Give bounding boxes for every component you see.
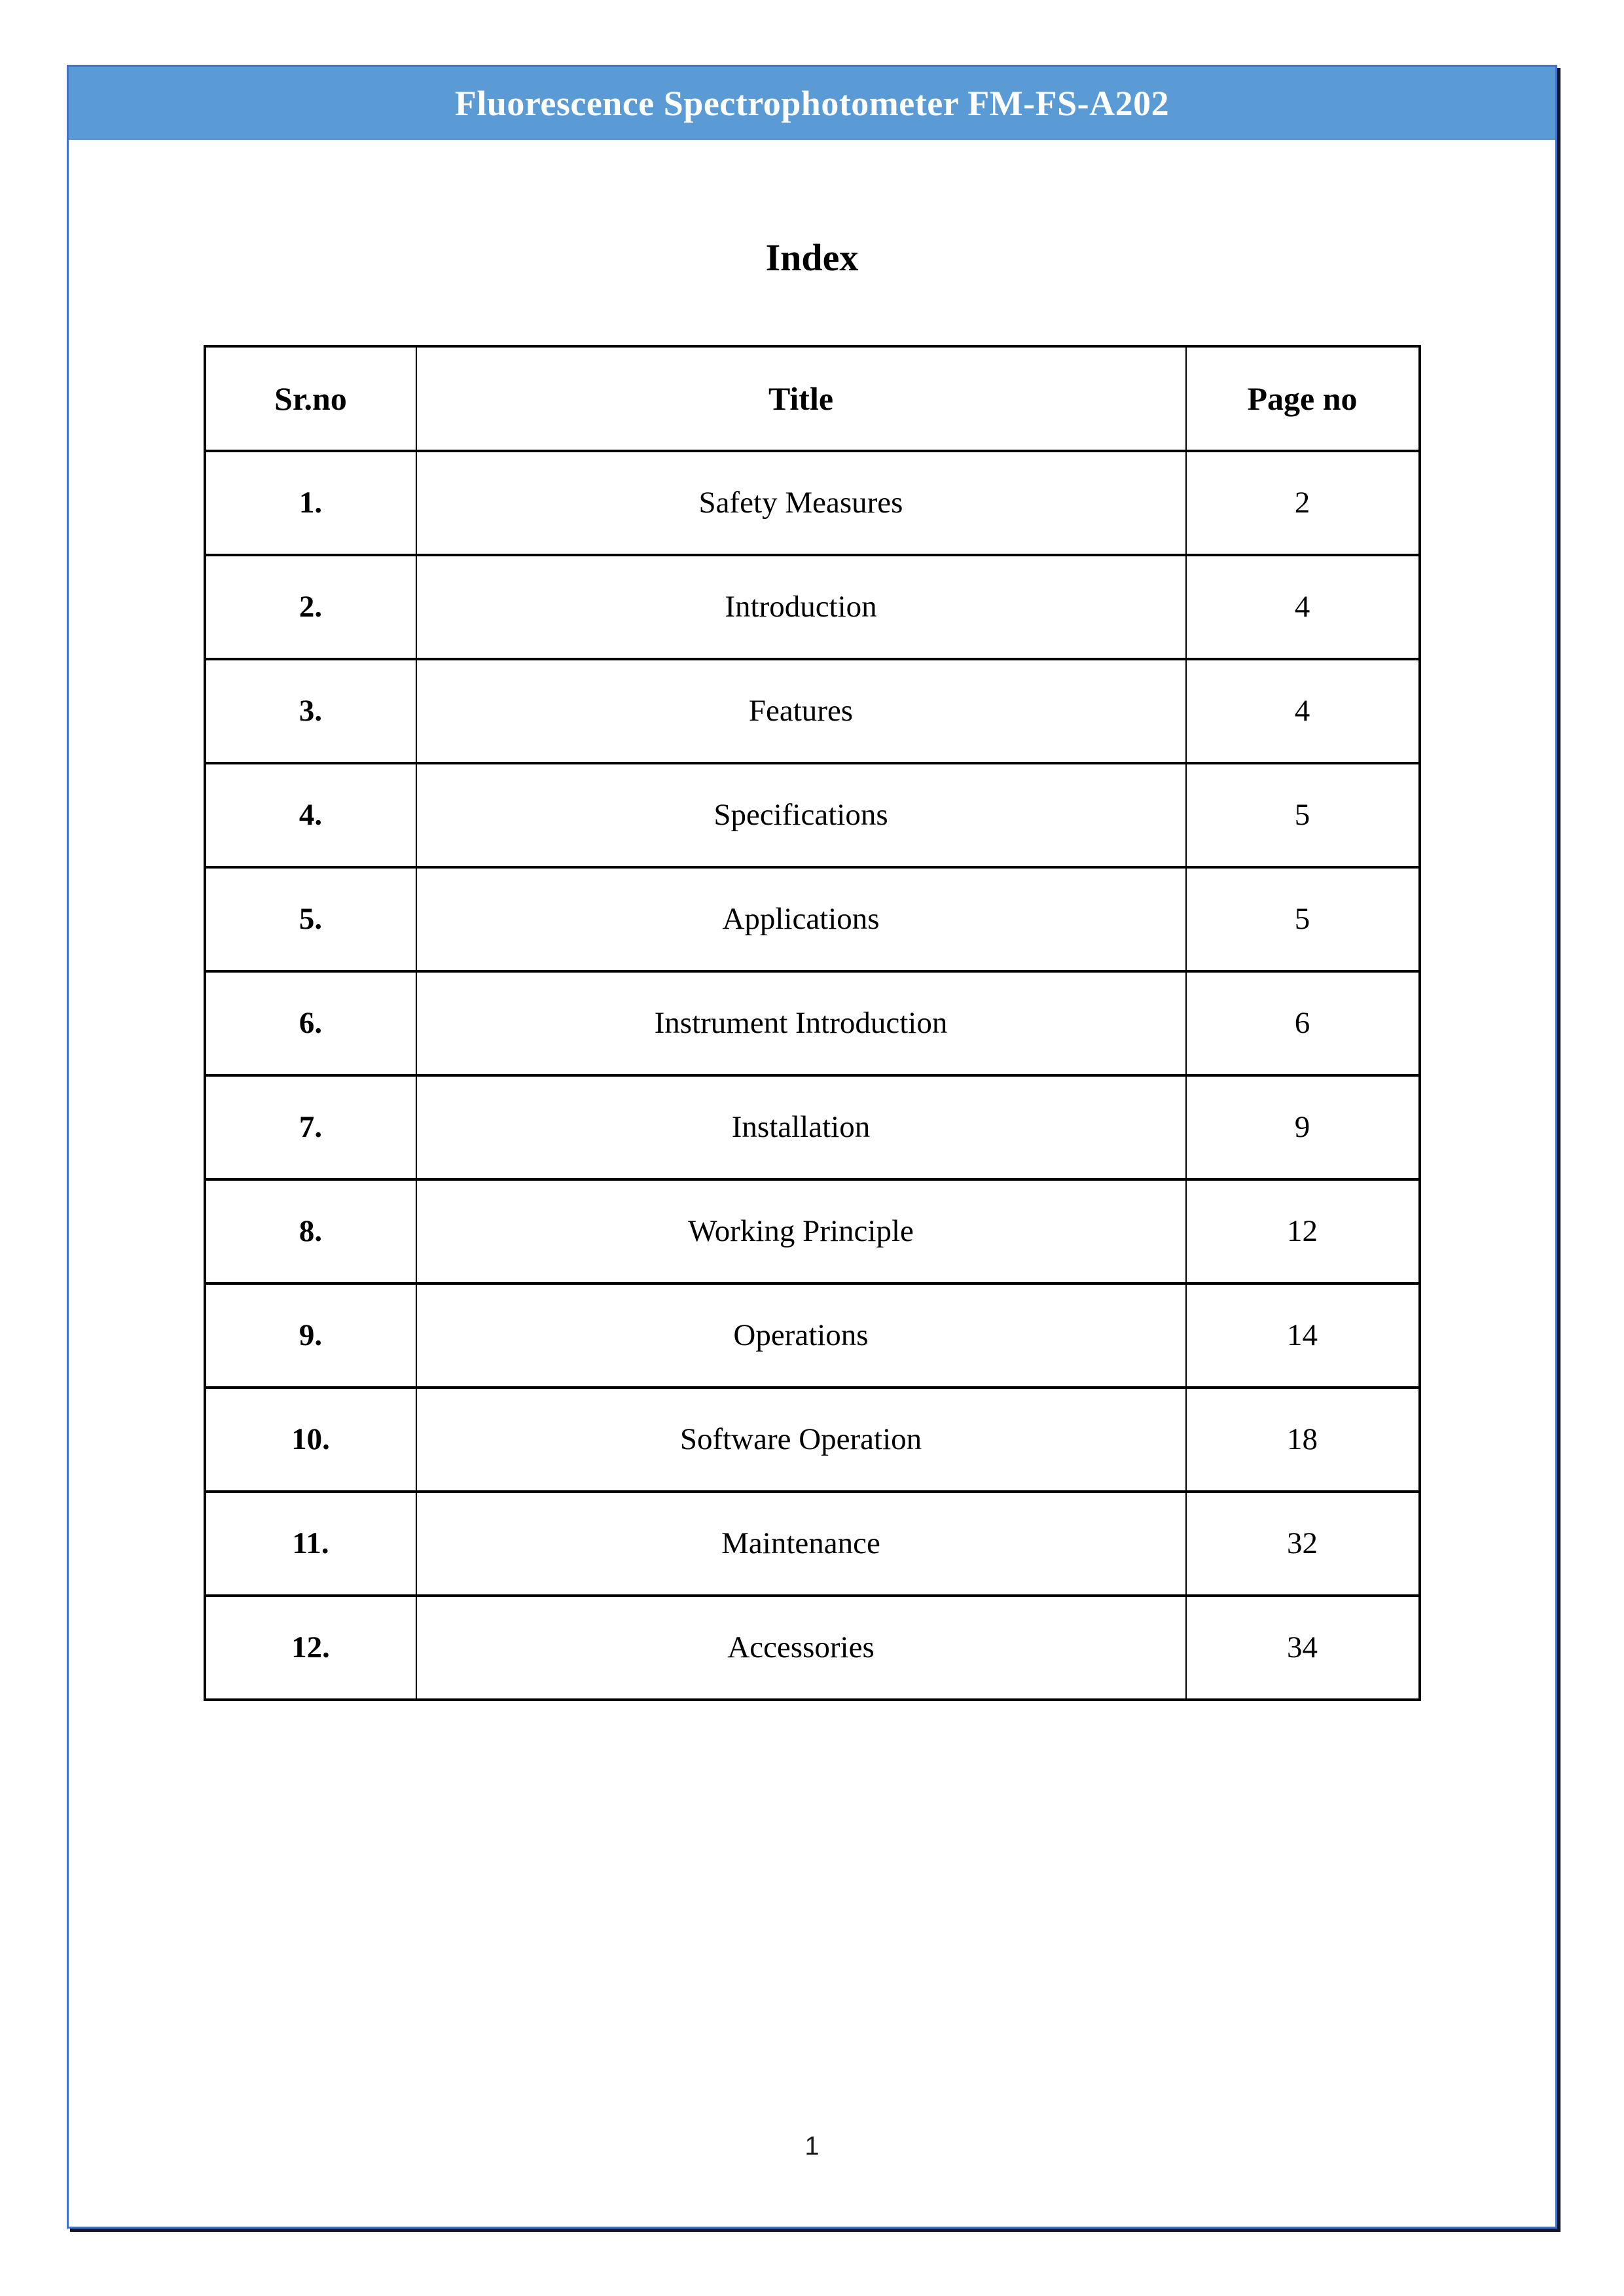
row-srno-cell: 8. bbox=[205, 1179, 416, 1283]
index-table-body bbox=[205, 451, 1420, 1700]
row-title-cell: Applications bbox=[416, 867, 1186, 971]
row-pageno-cell: 6 bbox=[1186, 971, 1420, 1075]
row-title-cell: Working Principle bbox=[416, 1179, 1186, 1283]
row-pageno-cell: 34 bbox=[1186, 1596, 1420, 1700]
table-row bbox=[205, 1596, 1420, 1700]
row-srno-cell: 1. bbox=[205, 451, 416, 555]
row-pageno-cell: 32 bbox=[1186, 1492, 1420, 1596]
table-row bbox=[205, 659, 1420, 763]
table-row bbox=[205, 1283, 1420, 1388]
row-srno-cell: 2. bbox=[205, 555, 416, 659]
row-title-cell: Specifications bbox=[416, 763, 1186, 867]
row-srno-cell: 3. bbox=[205, 659, 416, 763]
row-title-cell: Operations bbox=[416, 1283, 1186, 1388]
table-row bbox=[205, 763, 1420, 867]
table-header-row bbox=[205, 346, 1420, 451]
row-title-cell: Maintenance bbox=[416, 1492, 1186, 1596]
column-header-srno: Sr.no bbox=[205, 346, 416, 451]
row-title-cell: Software Operation bbox=[416, 1388, 1186, 1492]
column-header-pageno: Page no bbox=[1186, 346, 1420, 451]
row-pageno-cell: 18 bbox=[1186, 1388, 1420, 1492]
row-pageno-cell: 5 bbox=[1186, 763, 1420, 867]
row-pageno-cell: 5 bbox=[1186, 867, 1420, 971]
row-title-cell: Features bbox=[416, 659, 1186, 763]
row-title-cell: Installation bbox=[416, 1075, 1186, 1179]
row-pageno-cell: 4 bbox=[1186, 555, 1420, 659]
document-title: Fluorescence Spectrophotometer FM-FS-A202 bbox=[454, 84, 1170, 123]
row-srno-cell: 11. bbox=[205, 1492, 416, 1596]
row-srno-cell: 12. bbox=[205, 1596, 416, 1700]
row-pageno-cell: 14 bbox=[1186, 1283, 1420, 1388]
row-title-cell: Safety Measures bbox=[416, 451, 1186, 555]
page-number: 1 bbox=[804, 2132, 820, 2161]
index-heading: Index bbox=[765, 236, 859, 279]
row-title-cell: Introduction bbox=[416, 555, 1186, 659]
row-title-cell: Accessories bbox=[416, 1596, 1186, 1700]
table-row bbox=[205, 1179, 1420, 1283]
row-srno-cell: 7. bbox=[205, 1075, 416, 1179]
row-srno-cell: 6. bbox=[205, 971, 416, 1075]
table-row bbox=[205, 555, 1420, 659]
table-row bbox=[205, 1388, 1420, 1492]
row-pageno-cell: 12 bbox=[1186, 1179, 1420, 1283]
row-title-cell: Instrument Introduction bbox=[416, 971, 1186, 1075]
page-border-frame bbox=[67, 65, 1557, 2229]
table-row bbox=[205, 1075, 1420, 1179]
column-header-title: Title bbox=[416, 346, 1186, 451]
row-pageno-cell: 2 bbox=[1186, 451, 1420, 555]
row-pageno-cell: 9 bbox=[1186, 1075, 1420, 1179]
row-pageno-cell: 4 bbox=[1186, 659, 1420, 763]
table-row bbox=[205, 971, 1420, 1075]
row-srno-cell: 5. bbox=[205, 867, 416, 971]
index-table bbox=[204, 345, 1421, 1701]
index-table-header bbox=[205, 346, 1420, 451]
document-header-bar bbox=[69, 67, 1555, 140]
row-srno-cell: 4. bbox=[205, 763, 416, 867]
table-row bbox=[205, 1492, 1420, 1596]
row-srno-cell: 9. bbox=[205, 1283, 416, 1388]
row-srno-cell: 10. bbox=[205, 1388, 416, 1492]
table-row bbox=[205, 867, 1420, 971]
table-row bbox=[205, 451, 1420, 555]
